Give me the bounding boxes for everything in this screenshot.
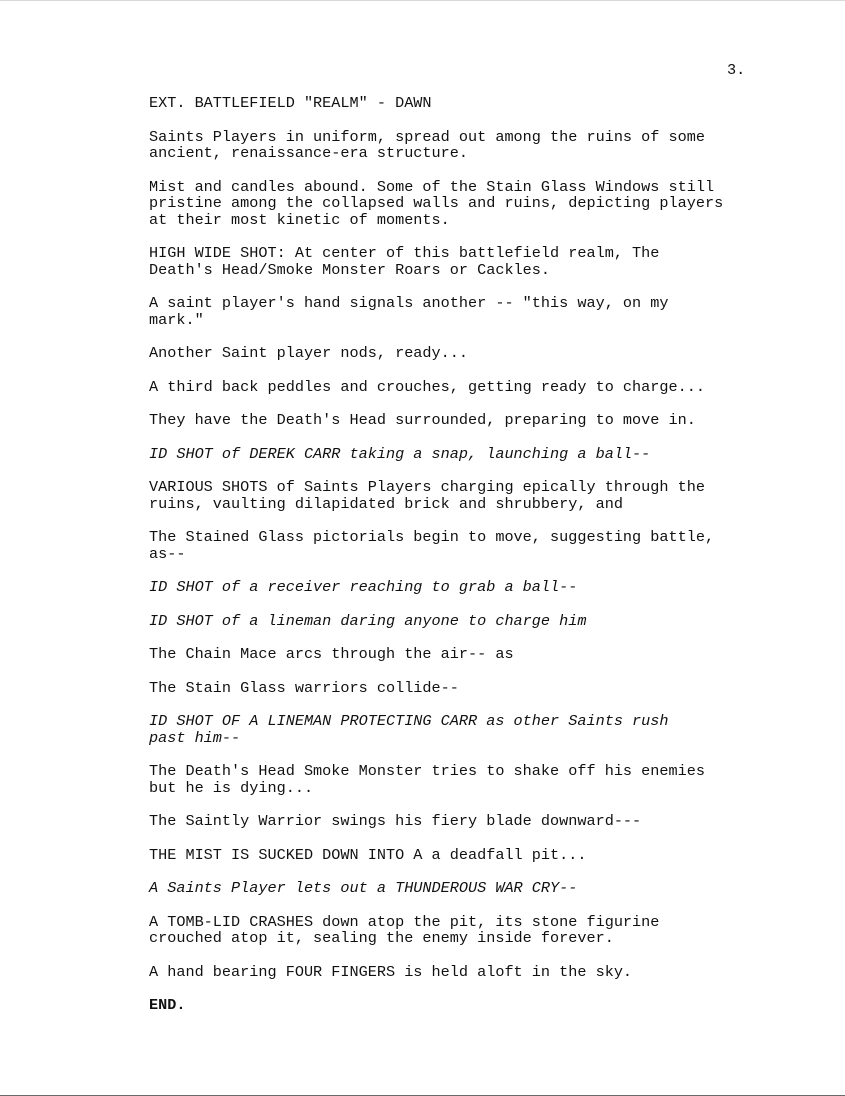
action-paragraph: The Death's Head Smoke Monster tries to shake off his enemies but he is dying...	[149, 762, 705, 797]
end-marker: END.	[149, 996, 186, 1014]
action-paragraph: Another Saint player nods, ready...	[149, 344, 468, 362]
scene-heading: EXT. BATTLEFIELD "REALM" - DAWN	[149, 94, 432, 112]
action-paragraph: Saints Players in uniform, spread out among the ruins of some ancient, renaissance-era structure.	[149, 127, 705, 162]
action-paragraph: The Saintly Warrior swings his fiery blade downward---	[149, 812, 642, 830]
id-shot-paragraph: ID SHOT OF A LINEMAN PROTECTING CARR as other Saints rush past him--	[149, 712, 669, 747]
id-shot-paragraph: A Saints Player lets out a THUNDEROUS WAR CRY--	[149, 879, 578, 897]
action-paragraph: The Chain Mace arcs through the air-- as	[149, 645, 514, 663]
action-paragraph: A saint player's hand signals another -- "this way, on my mark."	[149, 294, 669, 329]
action-paragraph: VARIOUS SHOTS of Saints Players charging epically through the ruins, vaulting dilapidated brick and shrubbery, and	[149, 478, 705, 513]
id-shot-paragraph: ID SHOT of DEREK CARR taking a snap, launching a ball--	[149, 444, 651, 463]
action-paragraph: The Stained Glass pictorials begin to move, suggesting battle, as--	[149, 528, 715, 563]
action-paragraph: HIGH WIDE SHOT: At center of this battlefield realm, The Death's Head/Smoke Monster Roars or Cackles.	[149, 244, 660, 279]
action-paragraph: A TOMB-LID CRASHES down atop the pit, its stone figurine crouched atop it, sealing the enemy inside forever.	[149, 912, 660, 947]
id-shot-paragraph: ID SHOT of a lineman daring anyone to charge him	[149, 611, 587, 630]
action-paragraph: They have the Death's Head surrounded, preparing to move in.	[149, 411, 696, 429]
action-paragraph: THE MIST IS SUCKED DOWN INTO A a deadfall pit...	[149, 845, 587, 864]
action-paragraph: A hand bearing FOUR FINGERS is held aloft in the sky.	[149, 962, 633, 981]
action-paragraph: Mist and candles abound. Some of the Stain Glass Windows still pristine among the collapsed walls and ruins, depicting players at their most kinetic of moments.	[149, 177, 724, 229]
id-shot-paragraph: ID SHOT of a receiver reaching to grab a ball--	[149, 578, 578, 596]
action-paragraph: The Stain Glass warriors collide--	[149, 678, 459, 697]
script-body	[149, 95, 789, 1031]
page-number: 3.	[727, 61, 746, 79]
action-paragraph: A third back peddles and crouches, getting ready to charge...	[149, 377, 705, 396]
